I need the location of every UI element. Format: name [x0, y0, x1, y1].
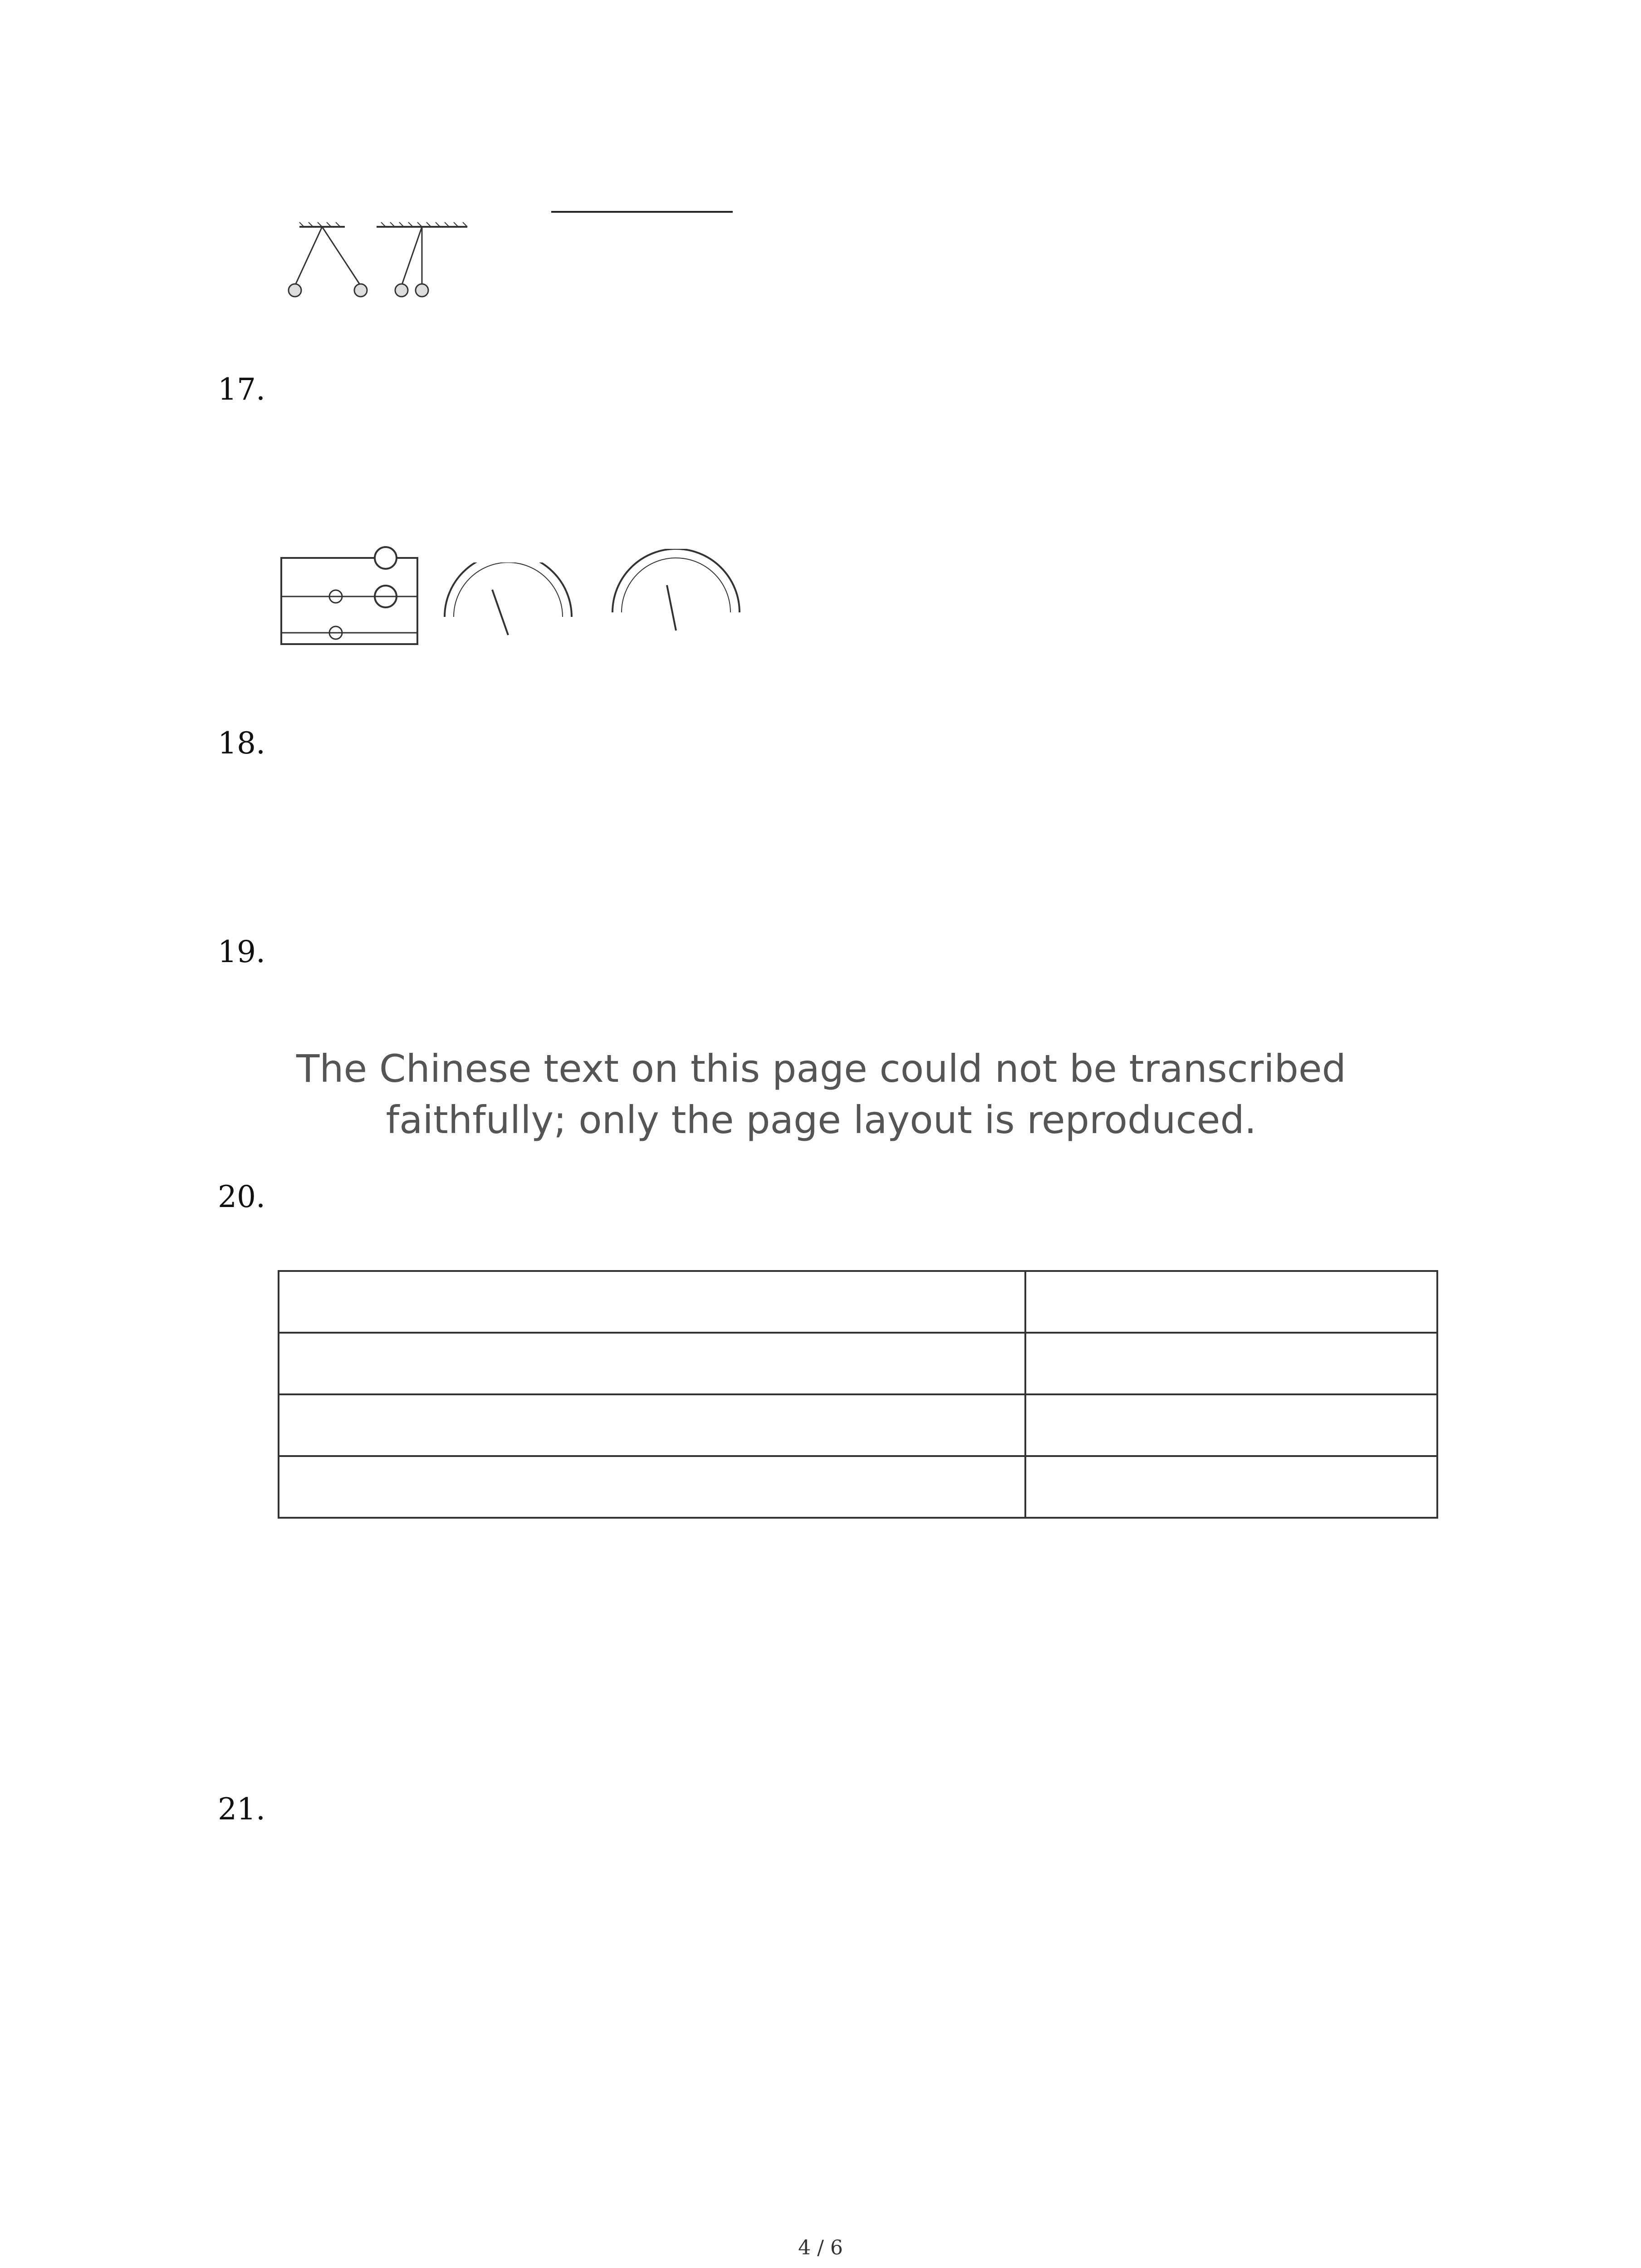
- question-number: 21.: [218, 1792, 265, 1827]
- question-number: 17.: [218, 372, 265, 407]
- ammeter-dial-figure: [603, 549, 749, 658]
- page-number: 4 / 6: [798, 2236, 843, 2259]
- pendulum-figure: [272, 218, 499, 327]
- question-number: 18.: [218, 726, 265, 761]
- table-row: [279, 1456, 1437, 1518]
- answer-blank[interactable]: [551, 211, 733, 213]
- question-number: 20.: [218, 1179, 265, 1214]
- ammeter-dial-figure: [436, 562, 581, 653]
- transcription-notice: The Chinese text on this page could not be transcribed faithfully; only the page layout is reproduced.: [296, 1046, 1346, 1143]
- specification-table: [278, 1270, 1438, 1519]
- circuit-diagram-figure: [272, 540, 436, 658]
- table-row: [279, 1333, 1437, 1394]
- question-number: 19.: [218, 934, 265, 969]
- table-row: [279, 1271, 1437, 1333]
- table-row: [279, 1394, 1437, 1456]
